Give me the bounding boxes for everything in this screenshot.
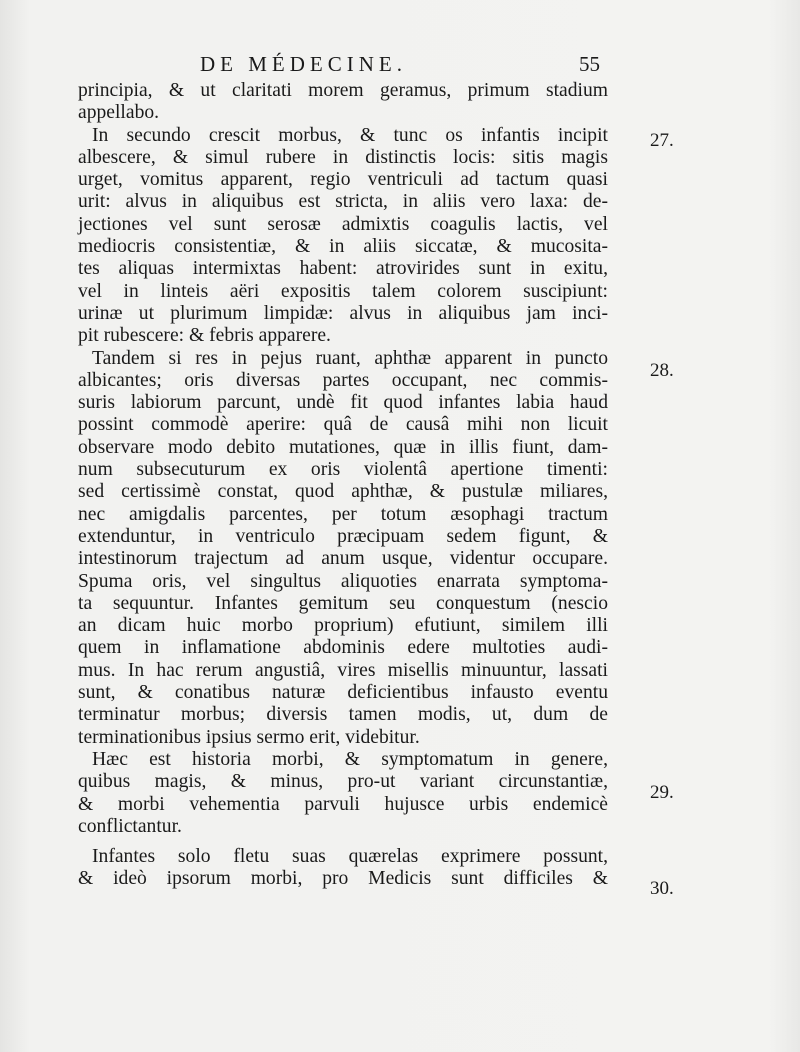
running-header [80, 52, 600, 80]
text-line: nec amigdalis parcentes, per totum æsophagi tractum [78, 503, 608, 525]
text-line: In secundo crescit morbus, & tunc os infantis incipit [92, 124, 608, 146]
text-line: quem in inflamatione abdominis edere multoties audi- [78, 637, 608, 659]
margin-paragraph-number: 28. [650, 360, 674, 381]
text-line: appellabo. [78, 102, 160, 124]
text-line: urit: alvus in aliquibus est stricta, in aliis vero laxa: de- [78, 191, 608, 213]
text-line: pit rubescere: & febris apparere. [78, 325, 331, 347]
text-line: Tandem si res in pejus ruant, aphthæ apparent in puncto [92, 347, 608, 369]
text-line: terminatur morbus; diversis tamen modis, ut, dum de [78, 704, 608, 726]
text-line: urinæ ut plurimum limpidæ: alvus in aliquibus jam inci- [78, 302, 608, 324]
text-line: terminationibus ipsius sermo erit, videbitur. [78, 726, 420, 748]
body-text [78, 80, 608, 891]
text-line: principia, & ut claritati morem geramus, primum stadium [78, 80, 608, 101]
text-line: extenduntur, in ventriculo præcipuam sedem figunt, & [78, 525, 608, 547]
text-line: & morbi vehementia parvuli hujusce urbis endemicè [78, 793, 608, 815]
text-line: mus. In hac rerum angustiâ, vires misellis minuuntur, lassati [78, 659, 608, 681]
text-line: urget, vomitus apparent, regio ventriculi ad tactum quasi [78, 169, 608, 191]
text-line: sunt, & conatibus naturæ deficientibus infausto eventu [78, 682, 608, 704]
text-line: tes aliquas intermixtas habent: atrovirides sunt in exitu, [78, 258, 608, 280]
text-line: quibus magis, & minus, pro-ut variant circunstantiæ, [78, 771, 608, 793]
margin-paragraph-number: 27. [650, 130, 674, 151]
page-number: 55 [579, 52, 600, 76]
margin-paragraph-number: 30. [650, 878, 674, 899]
text-line: mediocris consistentiæ, & in aliis siccatæ, & mucosita- [78, 236, 608, 258]
text-line: possint commodè aperire: quâ de causâ mihi non licuit [78, 414, 608, 436]
text-line: Spuma oris, vel singultus aliquoties enarrata symptoma- [78, 570, 608, 592]
text-line: Hæc est historia morbi, & symptomatum in genere, [92, 748, 608, 770]
text-line: conflictantur. [78, 815, 182, 837]
running-title: DE MÉDECINE. [200, 52, 407, 76]
text-line: ta sequuntur. Infantes gemitum seu conquestum (nescio [78, 592, 608, 614]
text-line: Infantes solo fletu suas quærelas exprimere possunt, [92, 846, 608, 868]
text-line: intestinorum trajectum ad anum usque, videntur occupare. [78, 548, 608, 570]
text-line: sed certissimè constat, quod aphthæ, & pustulæ miliares, [78, 481, 608, 503]
text-line: & ideò ipsorum morbi, pro Medicis sunt difficiles & [78, 868, 608, 890]
text-line: observare modo debito mutationes, quæ in illis fiunt, dam- [78, 436, 608, 458]
text-line: num subsecuturum ex oris violentâ apertione timenti: [78, 459, 608, 481]
text-line: jectiones vel sunt serosæ admixtis coagulis lactis, vel [78, 213, 608, 235]
margin-paragraph-number: 29. [650, 782, 674, 803]
text-line: albicantes; oris diversas partes occupant, nec commis- [78, 369, 608, 391]
text-line: vel in linteis aëri expositis talem colorem suscipiunt: [78, 280, 608, 302]
text-line: an dicam huic morbo proprium) efutiunt, similem illi [78, 615, 608, 637]
text-line: albescere, & simul rubere in distinctis locis: sitis magis [78, 146, 608, 168]
text-line: suris labiorum parcunt, undè fit quod infantes labia haud [78, 392, 608, 414]
